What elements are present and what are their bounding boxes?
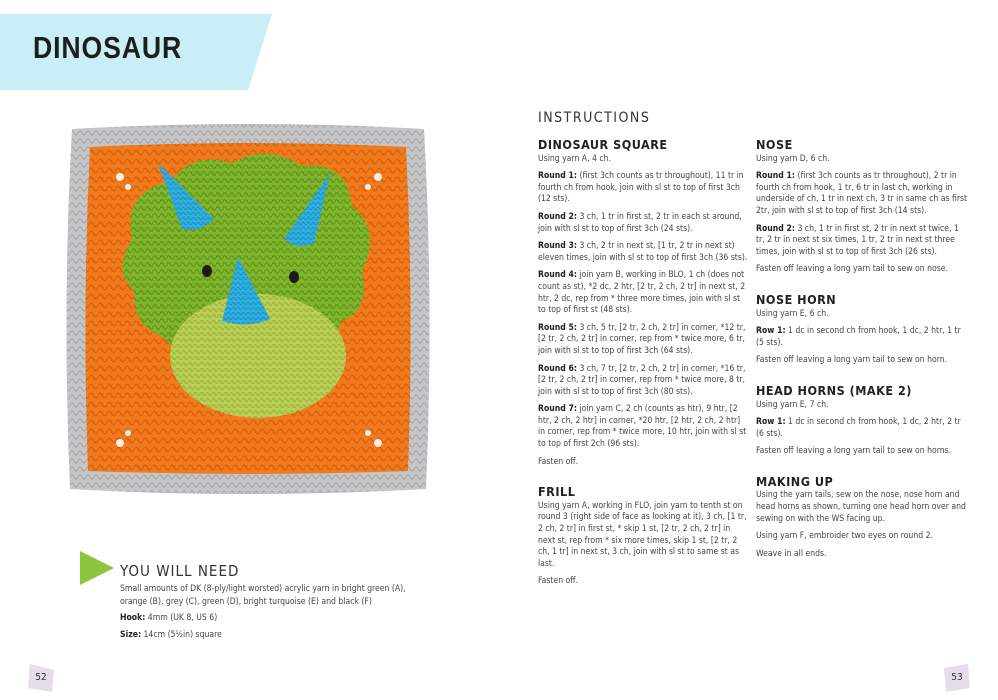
nose-horn-heading: NOSE HORN <box>756 291 837 307</box>
crocheted-dinosaur-granny-square-photo <box>62 121 434 497</box>
frill-fasten-off: Fasten off. <box>538 576 579 587</box>
nose-round-1: Round 1: (first 3ch counts as tr throughout), 2 tr in fourth ch from hook, 1 tr, 6 tr in last ch, working in underside of ch, 1 tr in next ch, 3 tr in same ch as first 2tr, join with sl st to top of first 3ch (14 sts). <box>756 171 968 216</box>
making-up-step-3: Weave in all ends. <box>756 548 827 559</box>
instructions-column-right <box>756 139 968 566</box>
square-round-5: Round 5: 3 ch, 5 tr, [2 tr, 2 ch, 2 tr] in corner, *12 tr, [2 tr, 2 ch, 2 tr] in corner, rep from * twice more, 6 tr, join with sl st to top of first 3ch (64 sts). <box>538 322 746 356</box>
page-number-left: 52 <box>28 664 54 692</box>
instructions-column-left <box>538 139 748 594</box>
square-round-3: Round 3: 3 ch, 2 tr in next st, [1 tr, 2 tr in next st) eleven times, join with sl st to top of first 3ch (36 sts). <box>538 241 748 263</box>
instructions-heading: INSTRUCTIONS <box>538 110 651 126</box>
green-triangle-arrow-icon <box>80 551 114 585</box>
dinosaur-square-intro: Using yarn A, 4 ch. <box>538 153 611 164</box>
nose-horn-row-1: Row 1: 1 dc in second ch from hook, 1 dc, 2 htr, 1 tr (5 sts). <box>756 326 961 348</box>
head-horns-fasten-off: Fasten off leaving a long yarn tail to sew on horns. <box>756 446 952 457</box>
square-fasten-off: Fasten off. <box>538 456 579 467</box>
you-will-need-body <box>120 583 420 645</box>
frill-heading: FRILL <box>538 484 576 500</box>
head-horns-heading: HEAD HORNS (MAKE 2) <box>756 382 912 398</box>
making-up-heading: MAKING UP <box>756 473 834 489</box>
making-up-step-1: Using the yarn tails, sew on the nose, nose horn and head horns as shown, turning one head horn over and sewing on with the WS facing up. <box>756 490 966 524</box>
nose-round-2: Round 2: 3 ch, 1 tr in first st, 2 tr in next st twice, 1 tr, 2 tr in next st six times, 1 tr, 2 tr in next st three times, join with sl st to top of first 3ch (26 sts). <box>756 223 959 257</box>
making-up-step-2: Using yarn F, embroider two eyes on round 2. <box>756 531 933 542</box>
nose-heading: NOSE <box>756 137 793 152</box>
square-round-7: Round 7: join yarn C, 2 ch (counts as htr), 9 htr, [2 htr, 2 ch, 2 htr] in corner, *20 htr, [2 htr, 2 ch, 2 htr] in corner, rep from * twice more, 10 htr, join with sl st to top of first 2ch (96 sts). <box>538 404 747 450</box>
nose-horn-intro: Using yarn E, 6 ch. <box>756 308 829 319</box>
nose-fasten-off: Fasten off leaving a long yarn tail to sew on nose. <box>756 264 948 275</box>
nose-horn-fasten-off: Fasten off leaving a long yarn tail to sew on horn. <box>756 355 948 366</box>
head-horns-row-1: Row 1: 1 dc in second ch from hook, 1 dc, 2 htr, 2 tr (6 sts). <box>756 417 961 439</box>
head-horns-intro: Using yarn E, 7 ch. <box>756 399 829 410</box>
nose-intro: Using yarn D, 6 ch. <box>756 153 830 164</box>
square-round-2: Round 2: 3 ch, 1 tr in first st, 2 tr in each st around, join with sl st to top of first 3ch (24 sts). <box>538 211 742 234</box>
crochet-square-photo <box>62 121 434 501</box>
square-round-4: Round 4: join yarn B, working in BLO, 1 ch (does not count as st), *2 dc, 2 htr, [2 tr, 2 ch, 2 tr] in next st, 2 htr, 2 dc, rep from * three more times, join with sl st to top of first st (48 sts). <box>538 270 746 316</box>
page-number-right: 53 <box>944 664 970 692</box>
you-will-need-heading: YOU WILL NEED <box>120 562 240 580</box>
dinosaur-square-heading: DINOSAUR SQUARE <box>538 137 668 152</box>
yarn-requirements: Small amounts of DK (8-ply/light worsted) acrylic yarn in bright green (A), orange (B), grey (C), green (D), bright turquoise (E) and black (F) <box>120 584 406 607</box>
hook-requirement: Hook: 4mm (UK 8, US 6) <box>120 613 218 623</box>
page-title: DINOSAUR <box>33 30 183 65</box>
size-requirement: Size: 14cm (5½in) square <box>120 629 222 640</box>
frill-instructions: Using yarn A, working in FLO, join yarn to tenth st on round 3 (right side of face as looking at it), 3 ch, [1 tr, 2 ch, 2 tr] in first st, * skip 1 st, [2 tr, 2 ch, 2 tr] in next st, rep from * six more times, skip 1 st, [2 tr, 2 ch, 1 tr] in next st, 3 ch, join with sl st to same st as last. <box>538 500 747 569</box>
square-round-1: Round 1: (first 3ch counts as tr throughout), 11 tr in fourth ch from hook, join with sl st to top of first 3ch (12 sts). <box>538 171 744 205</box>
square-round-6: Round 6: 3 ch, 7 tr, [2 tr, 2 ch, 2 tr] in corner, *16 tr, [2 tr, 2 ch, 2 tr] in corner, rep from * twice more, 8 tr, join with sl st to top of first 3ch (80 sts). <box>538 363 746 397</box>
